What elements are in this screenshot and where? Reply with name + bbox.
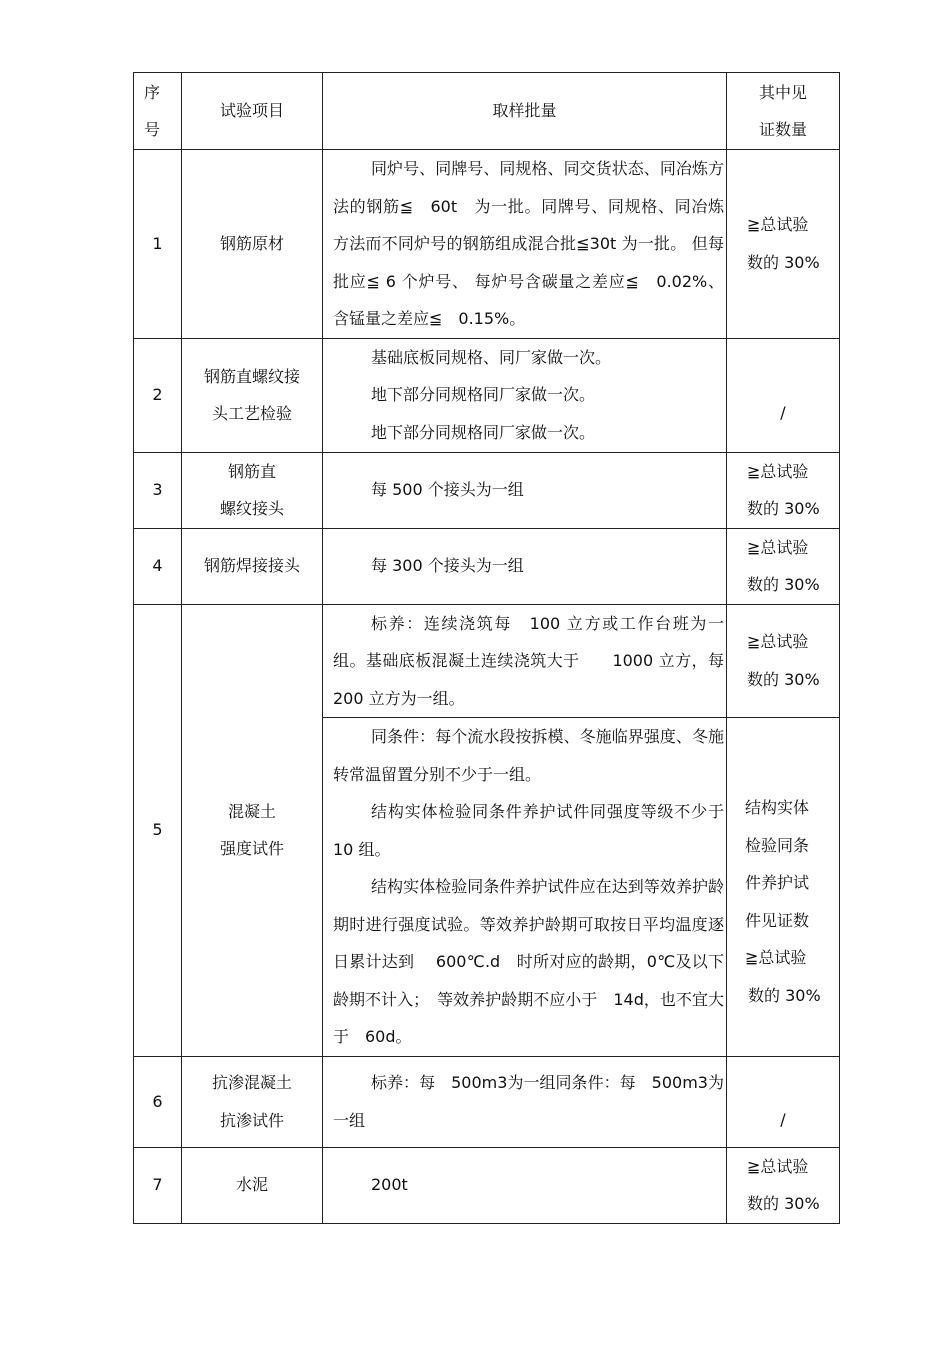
witness-line: 件见证数	[745, 910, 810, 930]
header-batch: 取样批量	[323, 73, 727, 150]
table-row	[134, 1056, 840, 1147]
witness-line: 数的 30%	[747, 499, 820, 518]
witness-line: 数的 30%	[747, 575, 820, 594]
witness-line: 数的 30%	[748, 985, 821, 1005]
row-witness: /	[727, 1056, 840, 1147]
table-row	[134, 1147, 840, 1223]
row-batch	[323, 338, 727, 452]
witness-line: 数的 30%	[747, 669, 820, 689]
item-line: 混凝土	[227, 801, 276, 821]
sampling-table	[133, 72, 840, 1224]
table-row	[134, 604, 840, 718]
batch-paragraph: 标养：连续浇筑每 100 立方或工作台班为一组。基础底板混凝土连续浇筑大于 1000 立方，每 200 立方为一组。	[333, 613, 724, 708]
row-witness: /	[727, 338, 840, 452]
row-seq: 5	[134, 604, 182, 1056]
row-witness	[727, 452, 840, 528]
witness-line: 件养护试	[745, 873, 810, 893]
witness-line: ≧总试验	[745, 948, 807, 968]
witness-line: 检验同条	[745, 835, 810, 855]
row-item: 钢筋原材	[182, 150, 323, 339]
witness-line: ≧总试验	[747, 537, 809, 557]
item-line: 螺纹接头	[219, 499, 284, 518]
batch-paragraph: 地下部分同规格同厂家做一次。	[371, 422, 596, 442]
witness-line: ≧总试验	[747, 461, 809, 481]
witness-line: 数的 30%	[747, 1194, 820, 1213]
item-line: 钢筋直螺纹接	[203, 366, 300, 386]
row-seq: 4	[134, 528, 182, 604]
witness-line: 结构实体	[745, 798, 810, 818]
row-item	[182, 604, 323, 1056]
witness-line: ≧总试验	[747, 632, 809, 652]
batch-paragraph: 基础底板同规格、同厂家做一次。	[371, 347, 612, 367]
header-seq	[134, 73, 182, 150]
row-seq: 6	[134, 1056, 182, 1147]
row-witness	[727, 1147, 840, 1223]
row-item	[182, 1056, 323, 1147]
batch-paragraph: 结构实体检验同条件养护试件同强度等级不少于 10 组。	[333, 802, 724, 859]
header-witness-line: 其中见	[758, 83, 807, 102]
header-witness-line: 证数量	[758, 120, 807, 139]
row-witness	[727, 718, 840, 1057]
row-witness	[727, 528, 840, 604]
item-line: 钢筋直	[227, 461, 276, 481]
header-item: 试验项目	[182, 73, 323, 150]
row-seq: 7	[134, 1147, 182, 1223]
row-batch	[323, 718, 727, 1057]
row-batch	[323, 150, 727, 339]
item-line: 抗渗试件	[219, 1110, 284, 1130]
table-row	[134, 338, 840, 452]
header-witness	[727, 73, 840, 150]
header-seq-line: 序	[144, 83, 161, 102]
item-line: 头工艺检验	[211, 404, 292, 423]
batch-paragraph: 每 300 个接头为一组	[371, 556, 524, 576]
row-item: 钢筋焊接接头	[182, 528, 323, 604]
item-line: 抗渗混凝土	[211, 1073, 292, 1092]
table-row	[134, 528, 840, 604]
witness-line: ≧总试验	[747, 1156, 809, 1176]
row-batch	[323, 604, 727, 718]
witness-line: ≧总试验	[747, 215, 809, 235]
batch-paragraph: 结构实体检验同条件养护试件应在达到等效养护龄期时进行强度试验。等效养护龄期可取按日平均温度逐日累计达到 600℃.d 时所对应的龄期，0℃及以下龄期不计入； 等效养护龄期不应小于 14d，也不宜大于 60d。	[333, 877, 724, 1046]
row-batch	[323, 452, 727, 528]
row-item	[182, 452, 323, 528]
row-item	[182, 338, 323, 452]
row-seq: 3	[134, 452, 182, 528]
row-seq: 1	[134, 150, 182, 339]
batch-paragraph: 地下部分同规格同厂家做一次。	[371, 385, 596, 404]
batch-paragraph: 200t	[371, 1175, 408, 1195]
witness-line: 数的 30%	[747, 252, 820, 272]
batch-paragraph: 标养：每 500m3为一组同条件：每 500m3为一组	[333, 1073, 724, 1130]
table-row	[134, 150, 840, 339]
batch-paragraph: 同炉号、同牌号、同规格、同交货状态、同冶炼方法的钢筋≦ 60t 为一批。同牌号、同规格、同冶炼方法而不同炉号的钢筋组成混合批≦30t 为一批。 但每批应≦ 6 个炉号、 每炉号含碳量之差应≦ 0.02%、含锰量之差应≦ 0.15%。	[333, 159, 724, 328]
row-item: 水泥	[182, 1147, 323, 1223]
row-witness	[727, 150, 840, 339]
table-row	[134, 452, 840, 528]
batch-paragraph: 每 500 个接头为一组	[371, 480, 524, 500]
row-batch	[323, 1147, 727, 1223]
row-batch	[323, 528, 727, 604]
row-seq: 2	[134, 338, 182, 452]
row-batch	[323, 1056, 727, 1147]
batch-paragraph: 同条件：每个流水段按拆模、冬施临界强度、冬施转常温留置分别不少于一组。	[333, 727, 724, 784]
header-seq-line: 号	[144, 120, 161, 139]
row-witness	[727, 604, 840, 718]
item-line: 强度试件	[219, 839, 284, 858]
table-header-row	[134, 73, 840, 150]
